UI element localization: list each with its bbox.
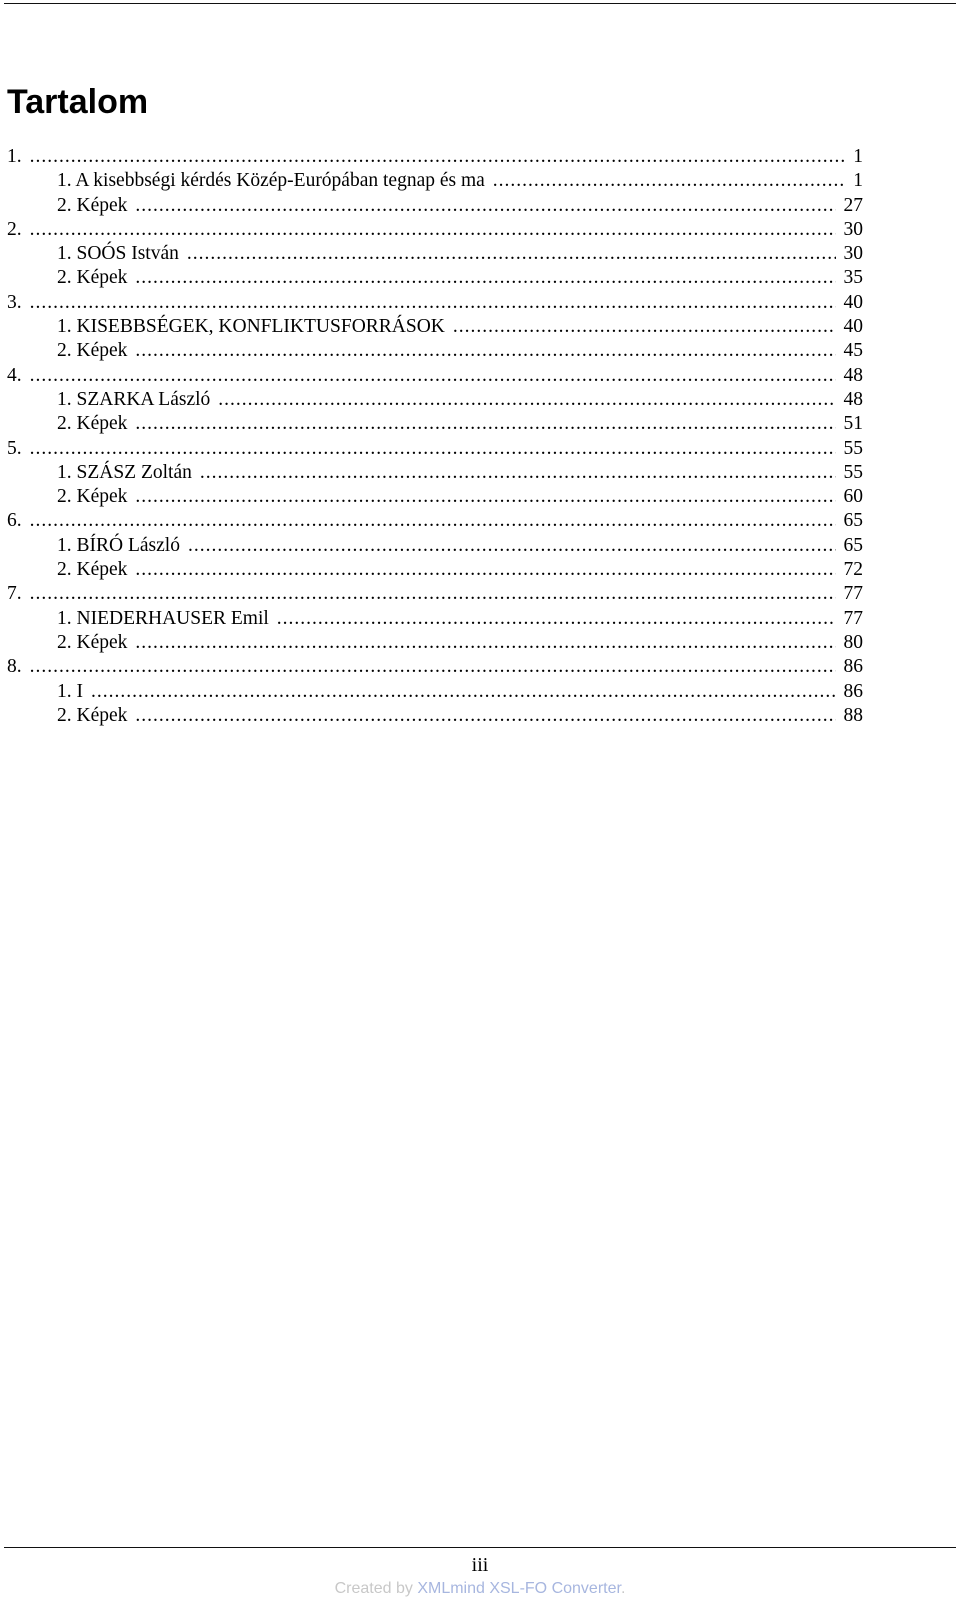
toc-entry-page-number: 48 [843, 364, 863, 386]
toc-section-entry[interactable] [7, 242, 863, 266]
toc-dot-leader [218, 388, 835, 412]
toc-section-entry[interactable] [7, 194, 863, 218]
toc-dot-leader [135, 558, 835, 582]
toc-entry-page-number: 55 [843, 437, 863, 459]
toc-entry-page-number: 48 [843, 388, 863, 410]
toc-section-entry[interactable] [7, 558, 863, 582]
toc-dot-leader [135, 412, 835, 436]
toc-chapter-entry[interactable] [7, 437, 863, 461]
table-of-contents [7, 145, 863, 728]
toc-section-entry[interactable] [7, 315, 863, 339]
toc-entry-label: 8. [7, 656, 22, 678]
toc-entry-label: 1. KISEBBSÉGEK, KONFLIKTUSFORRÁSOK [57, 316, 445, 338]
toc-dot-leader [188, 534, 836, 558]
toc-dot-leader [200, 461, 836, 485]
toc-dot-leader [135, 631, 835, 655]
toc-chapter-entry[interactable] [7, 291, 863, 315]
toc-entry-page-number: 60 [843, 486, 863, 508]
toc-dot-leader [30, 291, 836, 315]
toc-section-entry[interactable] [7, 631, 863, 655]
header-rule [4, 3, 956, 4]
toc-dot-leader [30, 145, 846, 169]
toc-entry-page-number: 40 [843, 291, 863, 313]
toc-entry-page-number: 65 [843, 534, 863, 556]
toc-chapter-entry[interactable] [7, 509, 863, 533]
toc-section-entry[interactable] [7, 534, 863, 558]
toc-chapter-entry[interactable] [7, 364, 863, 388]
toc-entry-label: 2. Képek [57, 631, 128, 653]
toc-entry-page-number: 72 [843, 559, 863, 581]
toc-entry-label: 6. [7, 510, 22, 532]
toc-entry-label: 1. SOÓS István [57, 243, 179, 265]
toc-dot-leader [277, 607, 836, 631]
toc-dot-leader [135, 194, 835, 218]
toc-dot-leader [30, 509, 836, 533]
toc-entry-label: 7. [7, 583, 22, 605]
toc-entry-label: 1. I [57, 680, 83, 702]
toc-entry-page-number: 1 [853, 146, 863, 167]
toc-entry-page-number: 86 [843, 656, 863, 678]
toc-dot-leader [30, 582, 836, 606]
toc-section-entry[interactable] [7, 680, 863, 704]
toc-entry-label: 2. Képek [57, 267, 128, 289]
toc-chapter-entry[interactable] [7, 582, 863, 606]
toc-entry-label: 1. A kisebbségi kérdés Közép-Európában tegnap és ma [57, 170, 485, 192]
toc-entry-page-number: 30 [843, 218, 863, 240]
toc-entry-page-number: 35 [843, 267, 863, 289]
toc-dot-leader [453, 315, 836, 339]
toc-section-entry[interactable] [7, 485, 863, 509]
toc-entry-label: 2. Képek [57, 194, 128, 216]
footer-credit-prefix: Created by [334, 1580, 418, 1597]
toc-entry-label: 1. SZÁSZ Zoltán [57, 461, 192, 483]
toc-entry-label: 2. [7, 218, 22, 240]
toc-entry-page-number: 40 [843, 316, 863, 338]
toc-entry-page-number: 65 [843, 510, 863, 532]
toc-entry-page-number: 51 [843, 413, 863, 435]
toc-entry-label: 1. [7, 146, 22, 167]
toc-entry-page-number: 27 [843, 194, 863, 216]
toc-entry-page-number: 77 [843, 583, 863, 605]
toc-dot-leader [135, 485, 835, 509]
toc-dot-leader [30, 364, 836, 388]
footer-rule [4, 1547, 956, 1548]
toc-entry-label: 1. NIEDERHAUSER Emil [57, 607, 269, 629]
toc-section-entry[interactable] [7, 388, 863, 412]
toc-entry-label: 5. [7, 437, 22, 459]
footer-credit-brand[interactable]: XMLmind XSL-FO Converter [417, 1580, 621, 1597]
toc-entry-label: 2. Képek [57, 413, 128, 435]
footer-credit-suffix: . [620, 1580, 626, 1597]
toc-dot-leader [135, 704, 835, 728]
footer-credit [0, 1579, 960, 1599]
toc-dot-leader [30, 655, 836, 679]
toc-entry-label: 2. Képek [57, 559, 128, 581]
toc-dot-leader [135, 266, 835, 290]
toc-entry-page-number: 55 [843, 461, 863, 483]
toc-dot-leader [135, 339, 835, 363]
page-number: iii [471, 1554, 489, 1576]
toc-entry-label: 2. Képek [57, 340, 128, 362]
toc-entry-label: 1. BÍRÓ László [57, 534, 180, 556]
toc-entry-page-number: 88 [843, 704, 863, 726]
toc-dot-leader [30, 218, 836, 242]
toc-section-entry[interactable] [7, 266, 863, 290]
toc-section-entry[interactable] [7, 339, 863, 363]
toc-chapter-entry[interactable] [7, 655, 863, 679]
toc-dot-leader [91, 680, 836, 704]
toc-section-entry[interactable] [7, 412, 863, 436]
page-title: Tartalom [7, 83, 149, 121]
toc-entry-page-number: 86 [843, 680, 863, 702]
toc-entry-page-number: 77 [843, 607, 863, 629]
toc-entry-page-number: 80 [843, 631, 863, 653]
toc-entry-page-number: 30 [843, 243, 863, 265]
toc-entry-page-number: 1 [853, 170, 863, 192]
toc-section-entry[interactable] [7, 169, 863, 193]
toc-section-entry[interactable] [7, 704, 863, 728]
toc-dot-leader [493, 169, 845, 193]
toc-chapter-entry[interactable] [7, 218, 863, 242]
toc-chapter-entry[interactable] [7, 145, 863, 169]
toc-entry-label: 4. [7, 364, 22, 386]
toc-entry-label: 2. Képek [57, 704, 128, 726]
toc-entry-label: 2. Képek [57, 486, 128, 508]
toc-section-entry[interactable] [7, 461, 863, 485]
toc-entry-label: 3. [7, 291, 22, 313]
toc-entry-label: 1. SZARKA László [57, 388, 211, 410]
toc-dot-leader [30, 437, 836, 461]
toc-dot-leader [187, 242, 836, 266]
toc-section-entry[interactable] [7, 607, 863, 631]
toc-entry-page-number: 45 [843, 340, 863, 362]
